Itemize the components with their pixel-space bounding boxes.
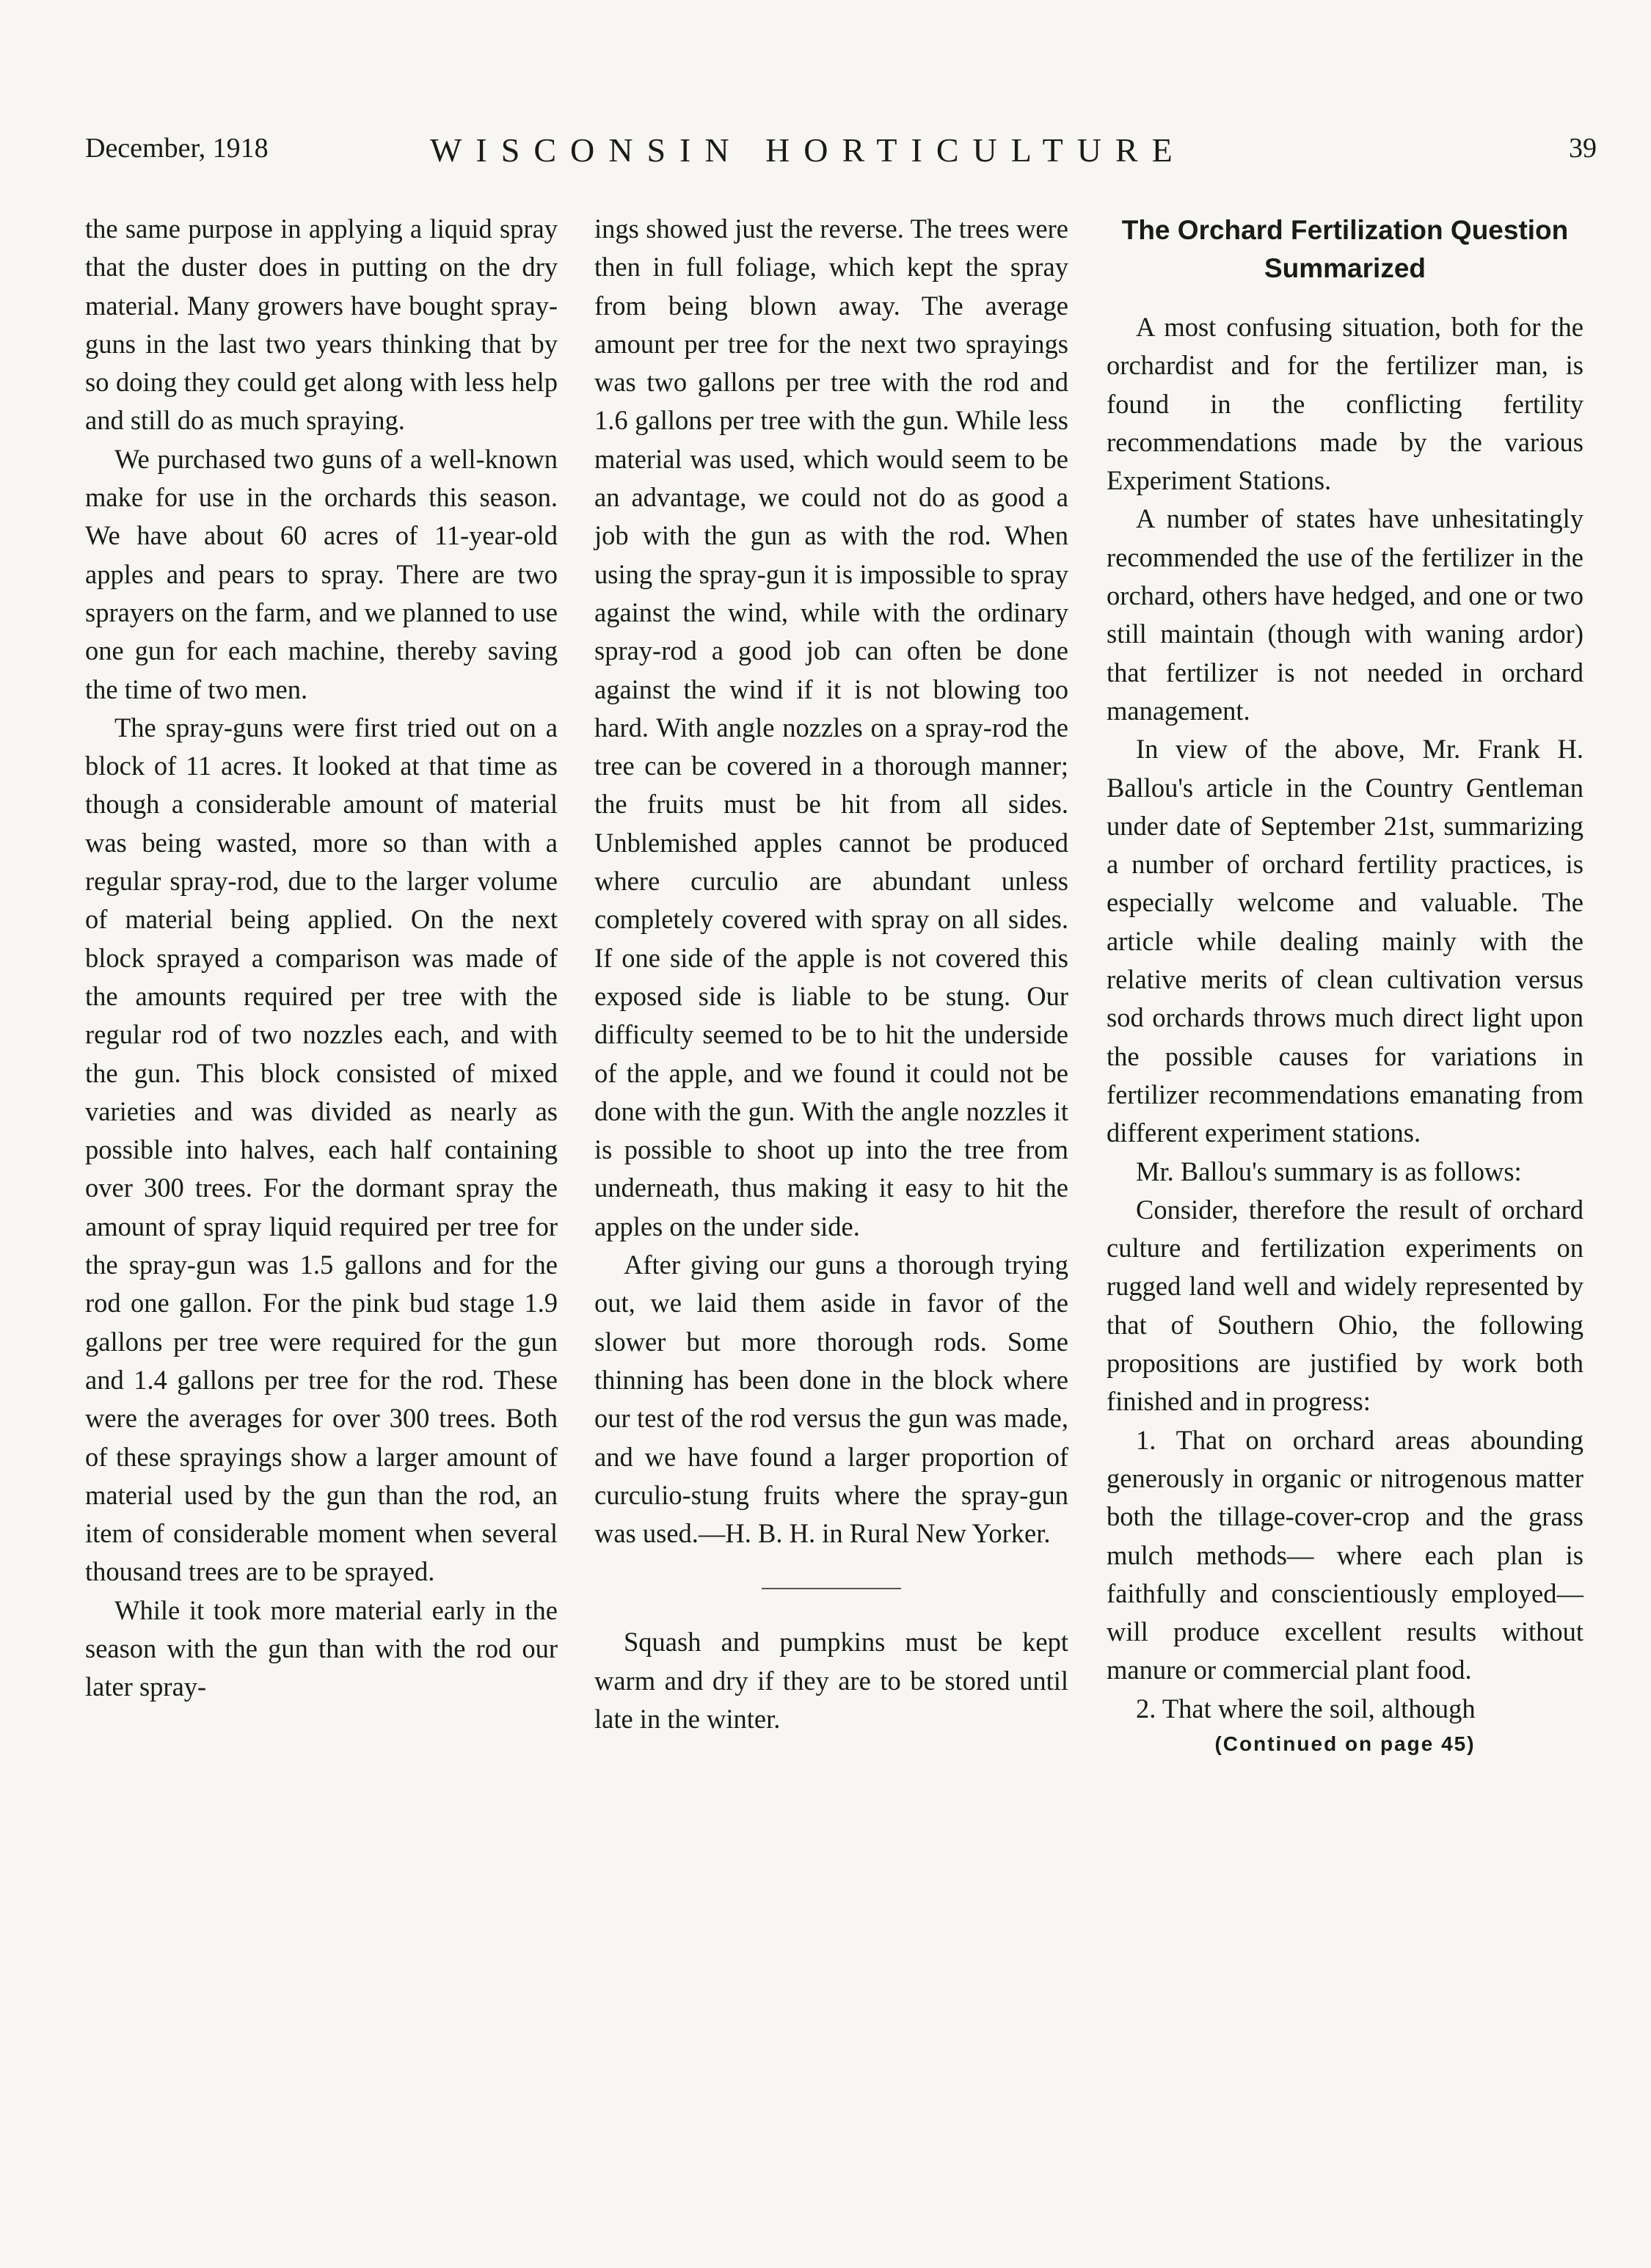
section-divider	[762, 1588, 901, 1589]
paragraph: We purchased two guns of a well-known make for use in the orchards this season. We have about 60 acres of 11-year-old apples and pears to spray. There are two sprayers on the farm, and we planned to use one gun for each machine, thereby saving the time of two men.	[85, 443, 558, 704]
paragraph: Mr. Ballou's summary is as follows:	[1136, 1156, 1522, 1186]
paragraph: In view of the above, Mr. Frank H. Ballou's article in the Country Gentleman under date of September 21st, summarizing a number of orchard fertility practices, is especially welcome and valuable. The article while dealing mainly with the relative merits of clean cultivation versus sod orchards throws much direct light upon the possible causes for variations in fertilizer recommendations emanating from different experiment stations.	[1107, 734, 1583, 1148]
issue-date: December, 1918	[85, 133, 269, 164]
paragraph: ings showed just the reverse. The trees were then in full foliage, which kept the spray from being blown away. The average amount per tree for the next two sprayings was two gallons per tree with the rod and 1.6 gallons per tree with the gun. While less material was used, which would seem to be an advantage, we could not do as good a job with the gun as with the rod. When using the spray-gun it is impossible to spray against the wind, while with the ordinary spray-rod a good job can often be done against the wind if it is not blowing too hard. With angle nozzles on a spray-rod the tree can be covered in a thorough manner; the fruits must be hit from all sides. Unblemished apples cannot be produced where curculio are abundant unless completely covered with spray on all sides. If one side of the apple is not covered this exposed side is liable to be stung. Our difficulty seemed to be to hit the underside of the apple, and we found it could not be done with the gun. With the angle nozzles it is possible to shoot up into the tree from underneath, thus making it easy to hit the apples on the under side.	[594, 214, 1068, 1241]
paragraph: A most confusing situation, both for the orchardist and for the fertilizer man, is found in the conflicting fertility recommendations made by the various Experiment Stations.	[1107, 312, 1583, 496]
article-title: The Orchard Fertilization Question Summarized	[1121, 215, 1569, 283]
magazine-title: WISCONSIN HORTICULTURE	[430, 131, 1187, 169]
column-1	[85, 210, 558, 1707]
page-header	[85, 132, 1597, 176]
paragraph: 2. That where the soil, although	[1136, 1693, 1476, 1724]
paragraph: the same purpose in applying a liquid spray that the duster does in putting on the dry material. Many growers have bought spray-guns in the last two years thinking that by so doing they could get along with less help and still do as much spraying.	[85, 214, 558, 436]
filler-note: Squash and pumpkins must be kept warm and dry if they are to be stored until late in the winter.	[594, 1627, 1068, 1734]
paragraph: While it took more material early in the season with the gun than with the rod our later spray-	[85, 1594, 558, 1702]
page-number: 39	[1569, 133, 1597, 164]
paragraph: After giving our guns a thorough trying out, we laid them aside in favor of the slower but more thorough rods. Some thinning has been done in the block where our test of the rod versus the gun was made, and we have found a larger proportion of curculio-stung fruits where the spray-gun was used.—H. B. H. in Rural New Yorker.	[594, 1250, 1068, 1549]
paragraph: A number of states have unhesitatingly recommended the use of the fertilizer in the orchard, others have hedged, and one or two still maintain (though with waning ardor) that fertilizer is not needed in orchard management.	[1107, 503, 1583, 726]
column-3	[1107, 211, 1583, 1759]
paragraph: The spray-guns were first tried out on a block of 11 acres. It looked at that time as though a considerable amount of material was being wasted, more so than with a regular spray-rod, due to the larger volume of material being applied. On the next block sprayed a comparison was made of the amounts required per tree with the regular rod of two nozzles each, and with the gun. This block consisted of mixed varieties and was divided as nearly as possible into halves, each half containing over 300 trees. For the dormant spray the amount of spray liquid required per tree for the spray-gun was 1.5 gallons and for the rod one gallon. For the pink bud stage 1.9 gallons per tree were required for the gun and 1.4 gallons per tree for the rod. These were the averages for over 300 trees. Both of these sprayings show a larger amount of material used by the gun than the rod, an item of considerable moment when several thousand trees are to be sprayed.	[85, 712, 558, 1587]
column-2	[594, 210, 1068, 1738]
paragraph: 1. That on orchard areas abounding generously in organic or nitrogenous matter both the tillage-cover-crop and the grass mulch methods— where each plan is faithfully and conscientiously employed—will produce excellent results without manure or commercial plant food.	[1107, 1424, 1583, 1685]
continued-note: (Continued on page 45)	[1214, 1732, 1476, 1755]
paragraph: Consider, therefore the result of orchard culture and fertilization experiments on rugged land well and widely represented by that of Southern Ohio, the following propositions are justified by work both finished and in progress:	[1107, 1194, 1583, 1417]
